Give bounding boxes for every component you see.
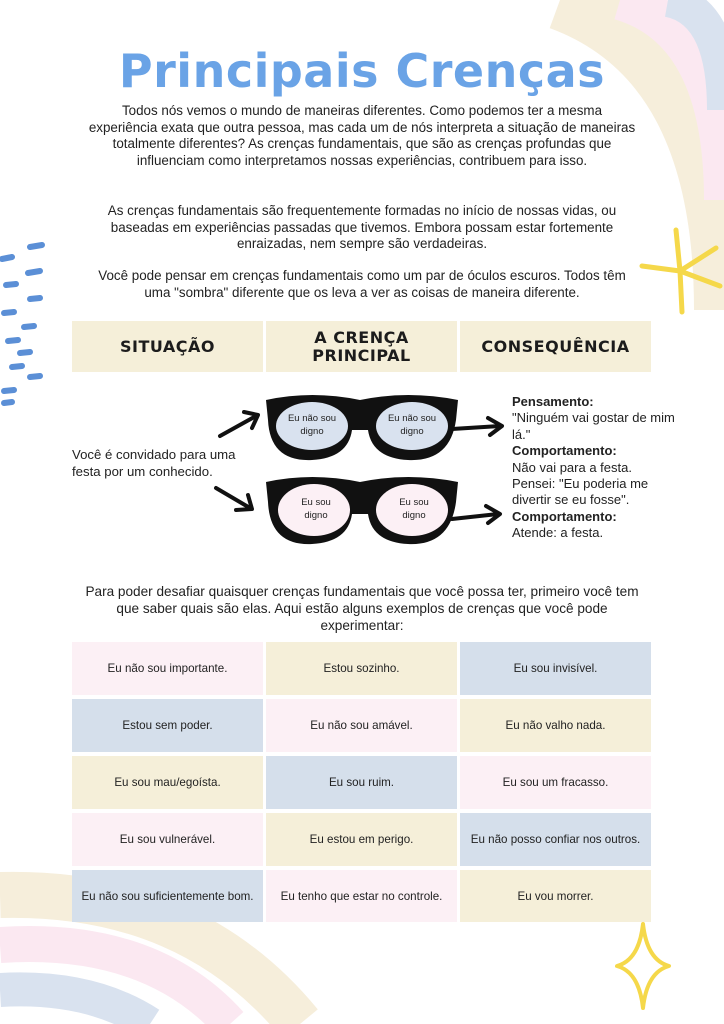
belief-cell: Estou sozinho.	[266, 642, 457, 695]
header-situation-label: SITUAÇÃO	[120, 336, 215, 356]
example-situation: Você é convidado para uma festa por um conhecido.	[72, 447, 236, 479]
lens-bottom-right-text: Eu sou digno	[399, 497, 429, 521]
thought-label: Pensamento:	[512, 394, 594, 409]
belief-cell: Eu não sou suficientemente bom.	[72, 870, 263, 922]
header-consequence	[460, 321, 651, 372]
behavior-text-bottom: Atende: a festa.	[512, 525, 604, 541]
lens-bottom-left-text: Eu sou digno	[301, 497, 331, 521]
belief-cell: Eu sou ruim.	[266, 756, 457, 809]
lens-top-right-text: Eu não sou digno	[387, 413, 437, 437]
intro-paragraph-2: As crenças fundamentais são frequentemente formadas no início de nossas vidas, ou baseadas em experiências passadas que tivemos. Embora possam estar fortemente enraizadas, nem sempre são verdadeiras.	[107, 203, 617, 252]
header-core-belief	[266, 321, 457, 372]
thought-text: "Ninguém vai gostar de mim lá."	[512, 410, 675, 442]
belief-cell: Eu sou vulnerável.	[72, 813, 263, 866]
lens-top-left-text: Eu não sou digno	[287, 413, 337, 437]
challenge-paragraph: Para poder desafiar quaisquer crenças fundamentais que você possa ter, primeiro você tem que saber quais são elas. Aqui estão alguns exemplos de crenças que você pode experimentar:	[85, 584, 639, 633]
star-icon	[636, 226, 724, 316]
intro-paragraph-3: Você pode pensar em crenças fundamentais como um par de óculos escuros. Todos têm uma "sombra" diferente que os leva a ver as coisas de maneira diferente.	[98, 268, 626, 300]
consequence-column	[512, 394, 682, 542]
belief-cell: Eu sou mau/egoísta.	[72, 756, 263, 809]
belief-cell: Eu não sou importante.	[72, 642, 263, 695]
belief-cell: Eu não posso confiar nos outros.	[460, 813, 651, 866]
header-consequence-label: CONSEQUÊNCIA	[481, 336, 630, 356]
blue-dash-decoration	[0, 235, 60, 415]
belief-cell: Estou sem poder.	[72, 699, 263, 752]
thought-text-bottom: Pensei: "Eu poderia me divertir se eu fosse".	[512, 476, 649, 508]
header-belief-line2: PRINCIPAL	[312, 345, 411, 365]
page-title: Principais Crenças	[118, 44, 606, 98]
behavior-label-top: Comportamento:	[512, 443, 617, 459]
belief-cell: Eu vou morrer.	[460, 870, 651, 922]
belief-cell: Eu estou em perigo.	[266, 813, 457, 866]
header-belief-line1: A CRENÇA	[314, 327, 409, 347]
behavior-label-bottom: Comportamento:	[512, 508, 617, 524]
header-situation	[72, 321, 263, 372]
belief-cell: Eu não valho nada.	[460, 699, 651, 752]
glasses-diagram	[200, 380, 520, 560]
intro-paragraph-1: Todos nós vemos o mundo de maneiras diferentes. Como podemos ter a mesma experiência exata que outra pessoa, mas cada um de nós interpreta a situação de maneiras totalmente diferentes? As crenças fundamentais, que são as crenças profundas que influenciam como interpretamos nossas experiências, contribuem para isso.	[88, 103, 636, 168]
belief-cell: Eu sou um fracasso.	[460, 756, 651, 809]
belief-cell: Eu tenho que estar no controle.	[266, 870, 457, 922]
sparkle-icon	[613, 920, 673, 1012]
belief-cell: Eu não sou amável.	[266, 699, 457, 752]
behavior-text-top: Não vai para a festa.	[512, 459, 632, 475]
belief-cell: Eu sou invisível.	[460, 642, 651, 695]
